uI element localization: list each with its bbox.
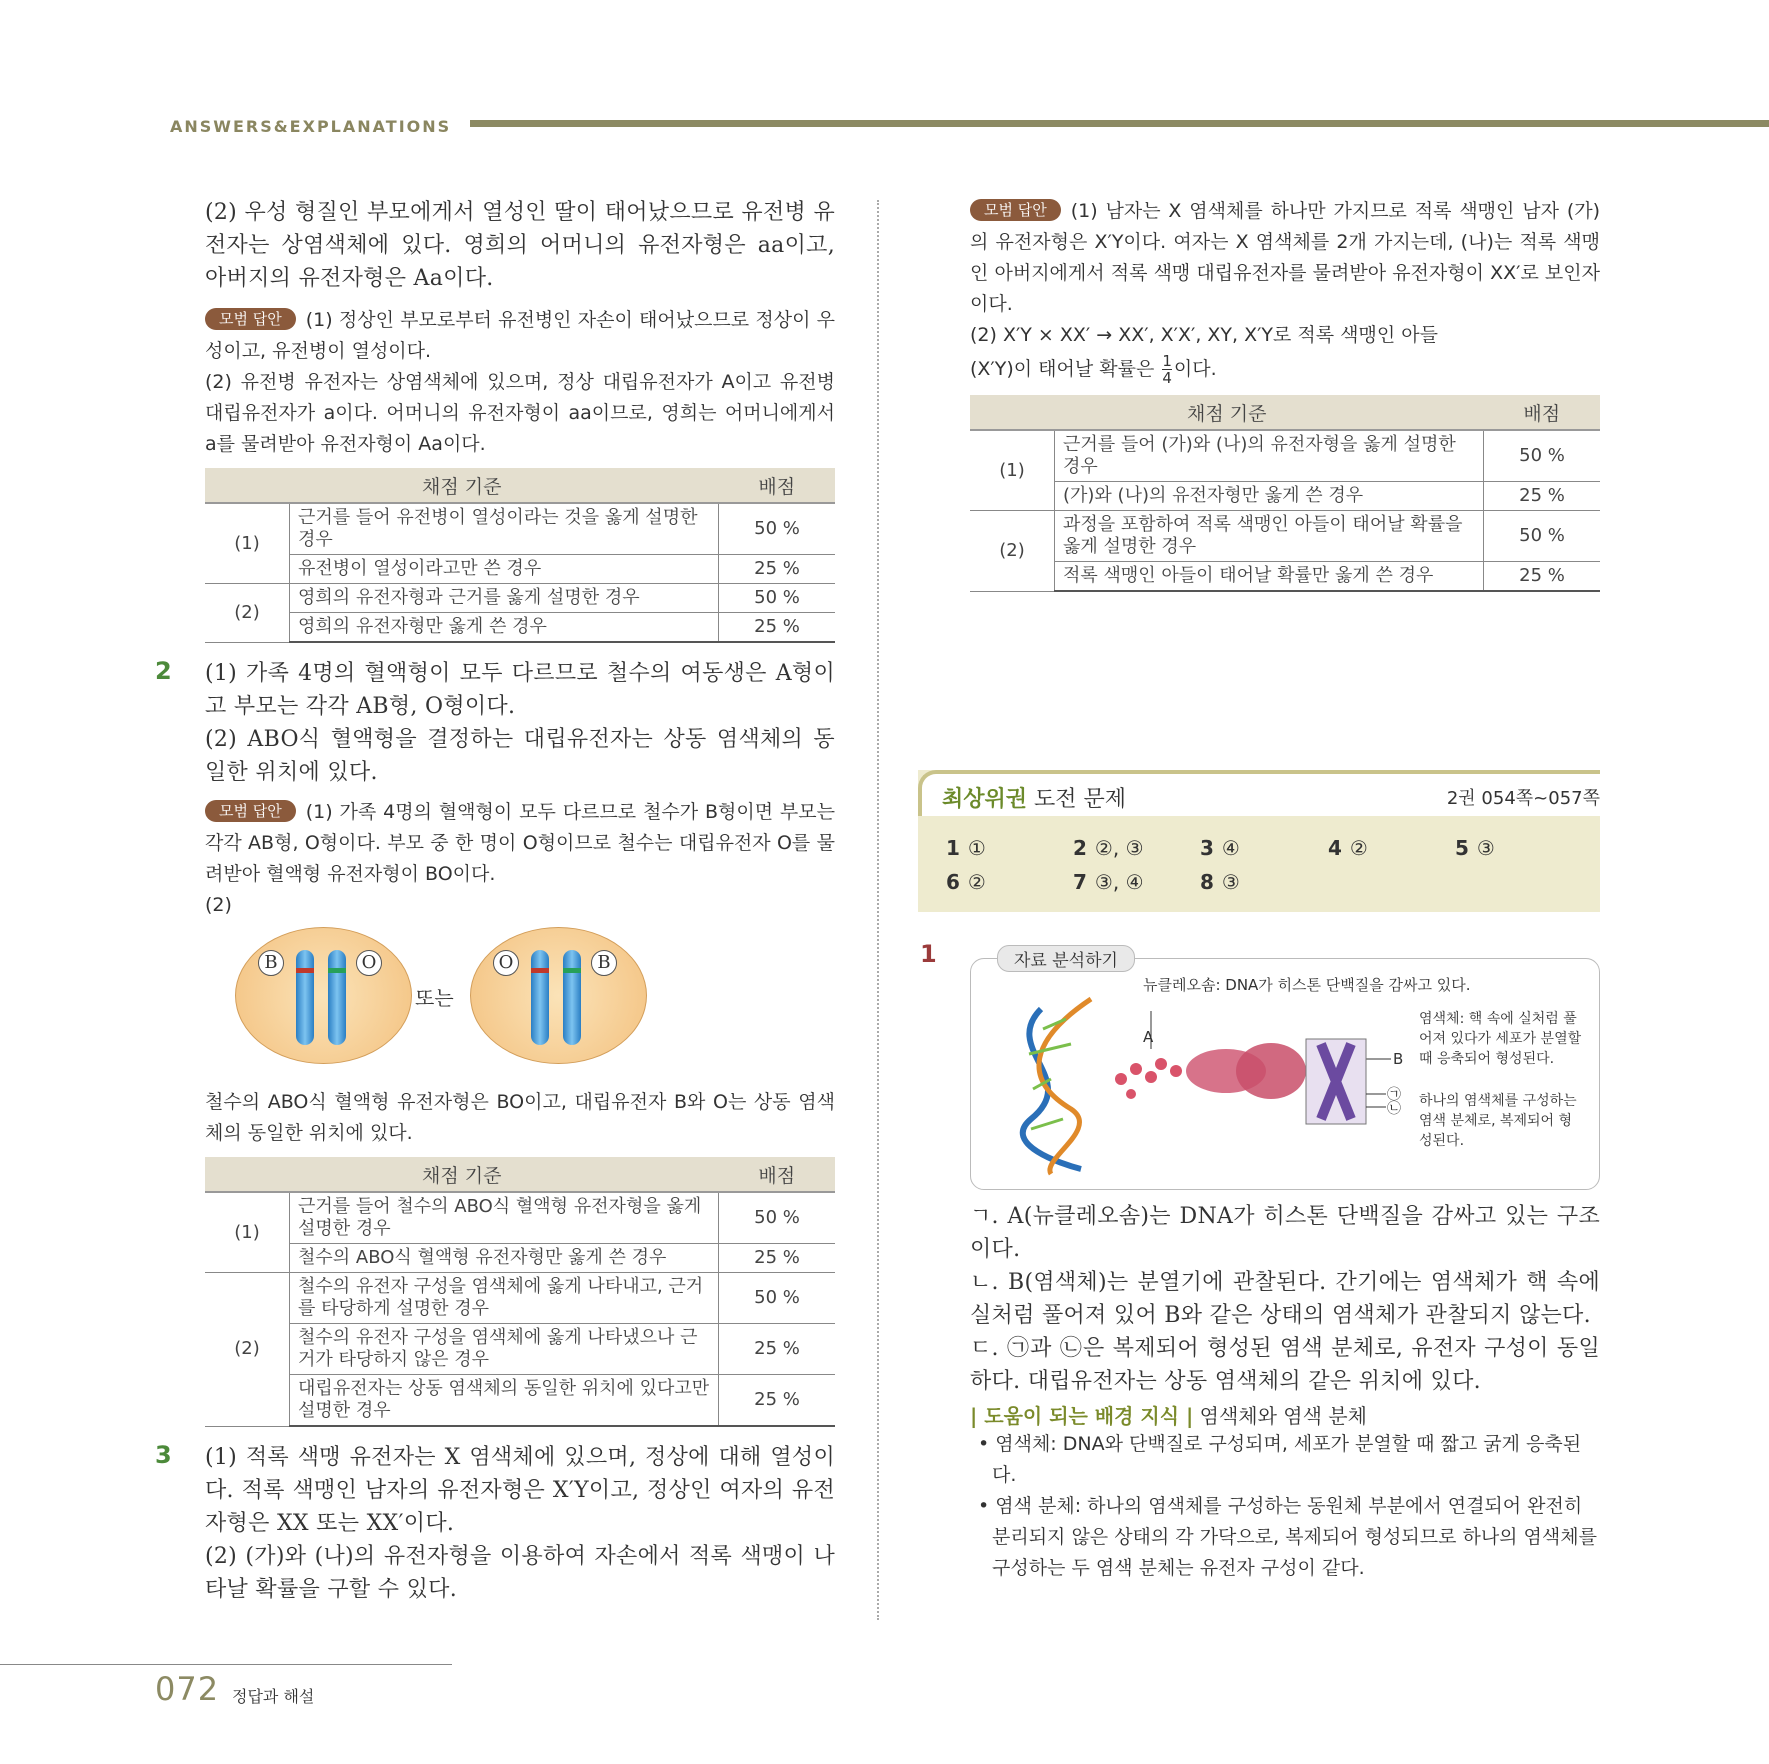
table-header-criteria: 채점 기준 [970, 395, 1484, 430]
table-cell: 철수의 유전자 구성을 염색체에 옳게 나타내고, 근거를 타당하게 설명한 경우 [290, 1273, 719, 1324]
chromosome [328, 950, 346, 1045]
table-group-label: (2) [205, 1273, 290, 1427]
table-cell: (가)와 (나)의 유전자형만 옳게 쓴 경우 [1055, 482, 1484, 511]
bullet-chromosome: • 염색체: DNA와 단백질로 구성되며, 세포가 분열할 때 짧고 굵게 응축된다. [978, 1433, 1582, 1486]
explanation-1: ㄱ. A(뉴클레오솜)는 DNA가 히스톤 단백질을 감싸고 있는 구조이다. [970, 1204, 1600, 1262]
model-answer-3-a: (1) 남자는 X 염색체를 하나만 가지므로 적록 색맹인 남자 (가)의 유전자형은 X′Y이다. 여자는 X 염색체를 2개 가지는데, (나)는 적록 색맹인 아버지에게서 적록 색맹 대립유전자를 물려받아 유전자형이 XX′로 보인자이다. [970, 200, 1600, 315]
label-A: A [1143, 1028, 1154, 1046]
left-paragraph-1: (2) 우성 형질인 부모에게서 열성인 딸이 태어났으므로 유전병 유전자는 상염색체에 있다. 영희의 어머니의 유전자형은 aa이고, 아버지의 유전자형은 Aa이다. [205, 200, 835, 291]
figure-label: (2) [205, 894, 232, 916]
model-answer-2-a: (1) 가족 4명의 혈액형이 모두 다르므로 철수가 B형이면 부모는 각각 AB형, O형이다. 부모 중 한 명이 O형이므로 철수는 대립유전자 O를 물려받아 혈액형 유전자형이 BO이다. [205, 801, 835, 885]
table-cell: 과정을 포함하여 적록 색맹인 아들이 태어날 확률을 옳게 설명한 경우 [1055, 511, 1484, 562]
table-row [205, 1375, 835, 1427]
table-cell: 영희의 유전자형만 옳게 쓴 경우 [290, 613, 719, 643]
question-number-2: 2 [155, 657, 172, 685]
table-row [205, 613, 835, 643]
table-group-label: (1) [970, 430, 1055, 511]
chromosome-x-icon [1306, 1039, 1366, 1124]
footer-rule [0, 1664, 452, 1665]
footer-label: 정답과 해설 [232, 1687, 315, 1706]
model-answer-2 [205, 797, 835, 890]
dna-analysis-figure [970, 951, 1600, 1190]
left-column [155, 196, 835, 1606]
explanation-2: ㄴ. B(염색체)는 분열기에 관찰된다. 간기에는 염색체가 핵 속에 실처럼 풀어져 있어 B와 같은 상태의 염색체가 관찰되지 않는다. [970, 1270, 1600, 1328]
note-chromosome: 염색체: 핵 속에 실처럼 풀어져 있다가 세포가 분열할 때 응축되어 형성된다. [1419, 1011, 1582, 1067]
table-score: 25 % [719, 555, 836, 584]
answer-item: 6 ② [946, 870, 986, 894]
model-answer-3-b1: (2) X′Y × XX′ → XX′, X′X′, XY, X′Y로 적록 색맹인 아들 [970, 324, 1438, 346]
fraction-numerator: 1 [1162, 352, 1172, 370]
table-row [970, 511, 1600, 562]
table-group-label: (1) [205, 1192, 290, 1273]
answer-item: 4 ② [1328, 836, 1368, 860]
header-label: ANSWERS&EXPLANATIONS [170, 117, 452, 136]
cell-illustration [235, 927, 412, 1064]
table-score: 50 % [719, 503, 836, 555]
table-row [205, 1192, 835, 1244]
answer-item: 3 ④ [1200, 836, 1240, 860]
answer-item: 1 ① [946, 836, 986, 860]
table-row [970, 482, 1600, 511]
label-chromatid-1: ㉠ [1387, 1087, 1401, 1103]
table-row [205, 1273, 835, 1324]
table-header-criteria: 채점 기준 [205, 1157, 719, 1192]
table-score: 50 % [719, 1273, 836, 1324]
model-answer-3-b-line2 [970, 351, 1600, 387]
background-knowledge-heading: | 도움이 되는 배경 지식 | 염색체와 염색 분체 [970, 1404, 1367, 1428]
label-chromatid-2: ㉡ [1387, 1101, 1401, 1117]
q2-paragraph-1: (1) 가족 4명의 혈액형이 모두 다르므로 철수의 여동생은 A형이고 부모는 각각 AB형, O형이다. [205, 661, 835, 719]
model-answer-3-b2: (X′Y)이 태어날 확률은 [970, 358, 1155, 380]
q3-paragraph-1: (1) 적록 색맹 유전자는 X 염색체에 있으며, 정상에 대해 열성이다. 적록 색맹인 남자의 유전자형은 X′Y이고, 정상인 여자의 유전자형은 XX 또는 XX′이다. [205, 1445, 835, 1536]
challenge-page-ref: 2권 054쪽~057쪽 [1446, 788, 1600, 809]
grading-table-3 [970, 395, 1600, 592]
label-B: B [1393, 1050, 1404, 1068]
explanation-3: ㄷ. ㉠과 ㉡은 복제되어 형성된 염색 분체로, 유전자 구성이 동일하다. 대립유전자는 상동 염색체의 같은 위치에 있다. [970, 1336, 1600, 1394]
challenge-header [918, 770, 1600, 816]
table-score: 50 % [1484, 430, 1601, 482]
model-answer-1 [205, 305, 835, 367]
table-score: 25 % [719, 1244, 836, 1273]
table-score: 50 % [719, 1192, 836, 1244]
table-row [205, 555, 835, 584]
allele-label: O [493, 950, 519, 976]
grading-table-1 [205, 468, 835, 643]
table-row [205, 584, 835, 613]
fraction-denominator: 4 [1162, 369, 1172, 387]
question-number-3: 3 [155, 1441, 172, 1469]
table-header-score: 배점 [719, 1157, 836, 1192]
chromosome [563, 950, 581, 1045]
chromosome-figure [205, 927, 835, 1077]
table-row [205, 503, 835, 555]
table-score: 50 % [719, 584, 836, 613]
table-score: 25 % [1484, 562, 1601, 592]
table-cell: 영희의 유전자형과 근거를 옳게 설명한 경우 [290, 584, 719, 613]
answer-item: 2 ②, ③ [1073, 836, 1144, 860]
table-cell: 유전병이 열성이라고만 쓴 경우 [290, 555, 719, 584]
model-answer-1-a: (1) 정상인 부모로부터 유전병인 자손이 태어났으므로 정상이 우성이고, 유전병이 열성이다. [205, 309, 835, 362]
note-chromatid: 하나의 염색체를 구성하는 염색 분체로, 복제되어 형성된다. [1419, 1093, 1577, 1149]
challenge-question-number: 1 [920, 940, 937, 968]
explanation-block [970, 1200, 1600, 1584]
table-group-label: (2) [970, 511, 1055, 592]
model-answer-2-b: 철수의 ABO식 혈액형 유전자형은 BO이고, 대립유전자 B와 O는 상동 염색체의 동일한 위치에 있다. [205, 1091, 835, 1144]
model-answer-badge: 모범 답안 [205, 800, 296, 822]
figure-or-text: 또는 [415, 986, 454, 1010]
table-cell: 철수의 유전자 구성을 염색체에 옳게 나타냈으나 근거가 타당하지 않은 경우 [290, 1324, 719, 1375]
page-number: 072 [155, 1670, 220, 1708]
table-group-label: (2) [205, 584, 290, 643]
allele-label: B [258, 950, 284, 976]
column-divider [877, 200, 879, 1620]
allele-label: B [591, 950, 617, 976]
challenge-title: 최상위권 도전 문제 [942, 787, 1127, 812]
grading-table-2 [205, 1157, 835, 1427]
model-answer-1-b: (2) 유전병 유전자는 상염색체에 있으며, 정상 대립유전자가 A이고 유전병 대립유전자가 a이다. 어머니의 유전자형이 aa이므로, 영희는 어머니에게서 a를 물려받아 유전자형이 Aa이다. [205, 371, 835, 455]
table-cell: 적록 색맹인 아들이 태어날 확률만 옳게 쓴 경우 [1055, 562, 1484, 592]
dna-illustration [971, 959, 1599, 1189]
model-answer-badge: 모범 답안 [970, 199, 1061, 221]
table-cell: 철수의 ABO식 혈액형 유전자형만 옳게 쓴 경우 [290, 1244, 719, 1273]
q3-paragraph-2: (2) (가)와 (나)의 유전자형을 이용하여 자손에서 적록 색맹이 나타날 확률을 구할 수 있다. [205, 1544, 835, 1602]
table-score: 25 % [719, 1375, 836, 1427]
header-rule [470, 120, 1769, 127]
answer-item: 5 ③ [1455, 836, 1495, 860]
fraction [1162, 353, 1172, 386]
table-header-score: 배점 [719, 468, 836, 503]
analysis-tag: 자료 분석하기 [997, 945, 1135, 972]
answer-item: 8 ③ [1200, 870, 1240, 894]
note-nucleosome: 뉴클레오솜: DNA가 히스톤 단백질을 감싸고 있다. [1143, 976, 1471, 994]
table-cell: 대립유전자는 상동 염색체의 동일한 위치에 있다고만 설명한 경우 [290, 1375, 719, 1427]
table-score: 25 % [1484, 482, 1601, 511]
table-score: 25 % [719, 613, 836, 643]
q2-paragraph-2: (2) ABO식 혈액형을 결정하는 대립유전자는 상동 염색체의 동일한 위치에 있다. [205, 727, 835, 785]
bullet-chromatid: • 염색 분체: 하나의 염색체를 구성하는 동원체 부분에서 연결되어 완전히 분리되지 않은 상태의 각 가닥으로, 복제되어 형성되므로 하나의 염색체를 구성하는 두 염색 분체는 유전자 구성이 같다. [978, 1495, 1597, 1579]
chromosome [531, 950, 549, 1045]
table-row [970, 562, 1600, 592]
table-cell: 근거를 들어 (가)와 (나)의 유전자형을 옳게 설명한 경우 [1055, 430, 1484, 482]
model-answer-3-b3: 이다. [1173, 358, 1217, 380]
model-answer-3 [970, 196, 1600, 320]
chromosome [296, 950, 314, 1045]
table-row [205, 1244, 835, 1273]
model-answer-badge: 모범 답안 [205, 308, 296, 330]
table-score: 25 % [719, 1324, 836, 1375]
table-cell: 근거를 들어 철수의 ABO식 혈액형 유전자형을 옳게 설명한 경우 [290, 1192, 719, 1244]
table-row [205, 1324, 835, 1375]
table-header-score: 배점 [1484, 395, 1601, 430]
chromatin-coil-icon [1186, 1043, 1306, 1099]
table-group-label: (1) [205, 503, 290, 584]
dna-helix-icon [1023, 999, 1091, 1174]
table-score: 50 % [1484, 511, 1601, 562]
allele-label: O [356, 950, 382, 976]
nucleosome-beads-icon [1115, 1058, 1182, 1099]
cell-illustration [470, 927, 647, 1064]
table-cell: 근거를 들어 유전병이 열성이라는 것을 옳게 설명한 경우 [290, 503, 719, 555]
table-row [970, 430, 1600, 482]
table-header-criteria: 채점 기준 [205, 468, 719, 503]
right-column [970, 196, 1600, 592]
answer-item: 7 ③, ④ [1073, 870, 1144, 894]
